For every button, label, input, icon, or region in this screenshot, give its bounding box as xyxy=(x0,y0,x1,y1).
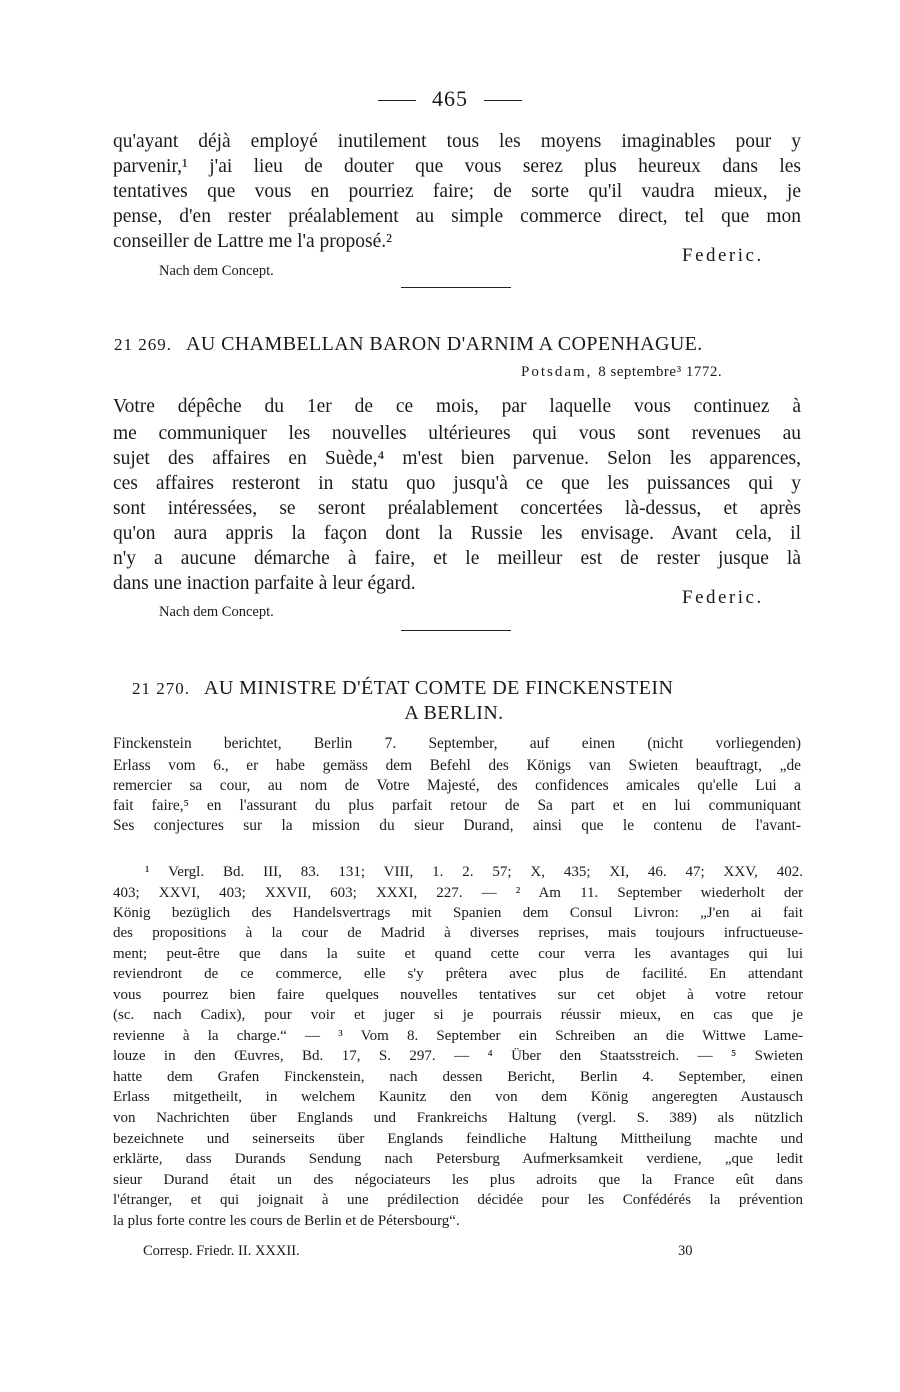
letter2-source: Nach dem Concept. xyxy=(159,604,274,620)
letter3-title-line2: A BERLIN. xyxy=(404,702,504,724)
page-number: 465 xyxy=(432,86,468,111)
letter1-line-4: pense, d'en rester préalablement au simple commerce direct, tel que mon xyxy=(113,206,801,227)
letter2-line-8: dans une inaction parfaite à leur égard. xyxy=(113,573,416,594)
letter2-line-7: n'y a aucune démarche à faire, et le meilleur est de rester jusque là xyxy=(113,548,801,569)
footnote-line-5: ment; peut-être que dans la suite et quand cette cour verra les avantages qui lui xyxy=(113,946,803,962)
footnote-line-14: bezeichnete und seinerseits über Englands feindliche Haltung Mittheilung machte und xyxy=(113,1131,803,1147)
letter3-line-4: fait faire,⁵ en l'assurant du plus parfait retour de Sa part et en lui communiquant xyxy=(113,797,801,814)
letter2-title: AU CHAMBELLAN BARON D'ARNIM A COPENHAGUE. xyxy=(186,333,703,355)
footnote-line-6: reviendront de ce commerce, elle s'y prêtera avec plus de facilité. En attendant xyxy=(113,966,803,982)
footnote-line-18: la plus forte contre les cours de Berlin et de Pétersbourg“. xyxy=(113,1213,460,1229)
letter2-line-6: qu'on aura appris la façon dont la Russie les envisage. Avant cela, il xyxy=(113,523,801,544)
footnote-line-15: erklärte, dass Durands Sendung nach Petersburg Aufmerksamkeit verdiene, „que ledit xyxy=(113,1151,803,1167)
letter2-date: 8 septembre³ 1772. xyxy=(598,364,723,380)
letter2-line-3: sujet des affaires en Suède,⁴ m'est bien parvenue. Selon les apparences, xyxy=(113,448,801,469)
footnote-line-11: hatte dem Grafen Finckenstein, nach dessen Bericht, Berlin 4. September, einen xyxy=(113,1069,803,1085)
letter2-signature: Federic. xyxy=(682,587,764,608)
letter2-heading xyxy=(114,333,703,356)
letter1-line-1: qu'ayant déjà employé inutilement tous les moyens imaginables pour y xyxy=(113,131,801,152)
letter1-signature: Federic. xyxy=(682,245,764,266)
letter3-number: 21 270. xyxy=(132,679,190,698)
footnote-line-2: 403; XXVI, 403; XXVII, 603; XXXI, 227. — ² Am 11. September wiederholt der xyxy=(113,885,803,901)
letter3-line-5: Ses conjectures sur la mission du sieur Durand, ainsi que le contenu de l'avant- xyxy=(113,817,801,834)
letter3-line-1: Finckenstein berichtet, Berlin 7. September, auf einen (nicht vorliegenden) xyxy=(113,735,801,752)
letter3-line-3: remercier sa cour, au nom de Votre Majesté, des confidences amicales qu'elle Lui a xyxy=(113,777,801,794)
footnote-line-17: l'étranger, et qui joignait à une prédilection décidée pour les Confédérés la prévention xyxy=(113,1192,803,1208)
footnote-line-9: revienne à la charge.“ — ³ Vom 8. September ein Schreiben an die Wittwe Lame- xyxy=(113,1028,803,1044)
letter2-line-4: ces affaires resteront in statu quo jusqu'à ce que les puissances qui y xyxy=(113,473,801,494)
letter1-line-5: conseiller de Lattre me l'a proposé.² xyxy=(113,231,392,252)
letter1-line-2: parvenir,¹ j'ai lieu de douter que vous serez plus heureux dans les xyxy=(113,156,801,177)
footnote-line-12: Erlass mitgetheilt, in welchem Kaunitz den von dem König angeregten Austausch xyxy=(113,1089,803,1105)
sheet-number: 30 xyxy=(678,1243,693,1259)
separator-rule-2 xyxy=(401,630,511,631)
footnote-line-8: (sc. nach Cadix), pour voir et juger si je pourrais réussir mieux, en cas que je xyxy=(113,1007,803,1023)
letter2-number: 21 269. xyxy=(114,335,172,354)
letter1-line-3: tentatives que vous en pourriez faire; de sorte qu'il vaudra mieux, je xyxy=(113,181,801,202)
footnote-line-13: von Nachrichten über Englands und Frankreichs Haltung (vergl. S. 389) als nützlich xyxy=(113,1110,803,1126)
letter2-line-1: Votre dépêche du 1er de ce mois, par laquelle vous continuez à xyxy=(113,396,801,417)
letter2-place: Potsdam, xyxy=(521,364,593,380)
footnote-line-3: König bezüglich des Handelsvertrags mit Spanien dem Consul Livron: „J'en ai fait xyxy=(113,905,803,921)
letter2-line-2: me communiquer les nouvelles ultérieures qui vous sont revenues au xyxy=(113,423,801,444)
separator-rule-1 xyxy=(401,287,511,288)
letter1-source: Nach dem Concept. xyxy=(159,263,274,279)
letter3-heading xyxy=(132,677,673,700)
page-number-dash-left xyxy=(378,100,416,101)
footnote-line-1: ¹ Vergl. Bd. III, 83. 131; VIII, 1. 2. 57; X, 435; XI, 46. 47; XXV, 402. xyxy=(145,864,803,880)
letter2-line-5: sont intéressées, se seront préalablement concertées là-dessus, et après xyxy=(113,498,801,519)
page-number-row xyxy=(0,86,900,112)
letter3-title-line1: AU MINISTRE D'ÉTAT COMTE DE FINCKENSTEIN xyxy=(204,677,674,699)
letter3-line-2: Erlass vom 6., er habe gemäss dem Befehl des Königs van Swieten beauftragt, „de xyxy=(113,757,801,774)
footnote-line-16: sieur Durand était un des négociateurs les plus adroits que la France eût dans xyxy=(113,1172,803,1188)
volume-signature: Corresp. Friedr. II. XXXII. xyxy=(143,1243,300,1259)
footnote-line-4: des propositions à la cour de Madrid à diverses reprises, mais toujours infructueuse- xyxy=(113,925,803,941)
page-number-dash-right xyxy=(484,100,522,101)
letter2-dateline xyxy=(521,364,722,381)
footnote-line-7: vous pourrez bien faire quelques nouvelles tentatives sur cet objet à votre retour xyxy=(113,987,803,1003)
footnote-line-10: louze in den Œuvres, Bd. 17, S. 297. — ⁴ Über den Staatsstreich. — ⁵ Swieten xyxy=(113,1048,803,1064)
